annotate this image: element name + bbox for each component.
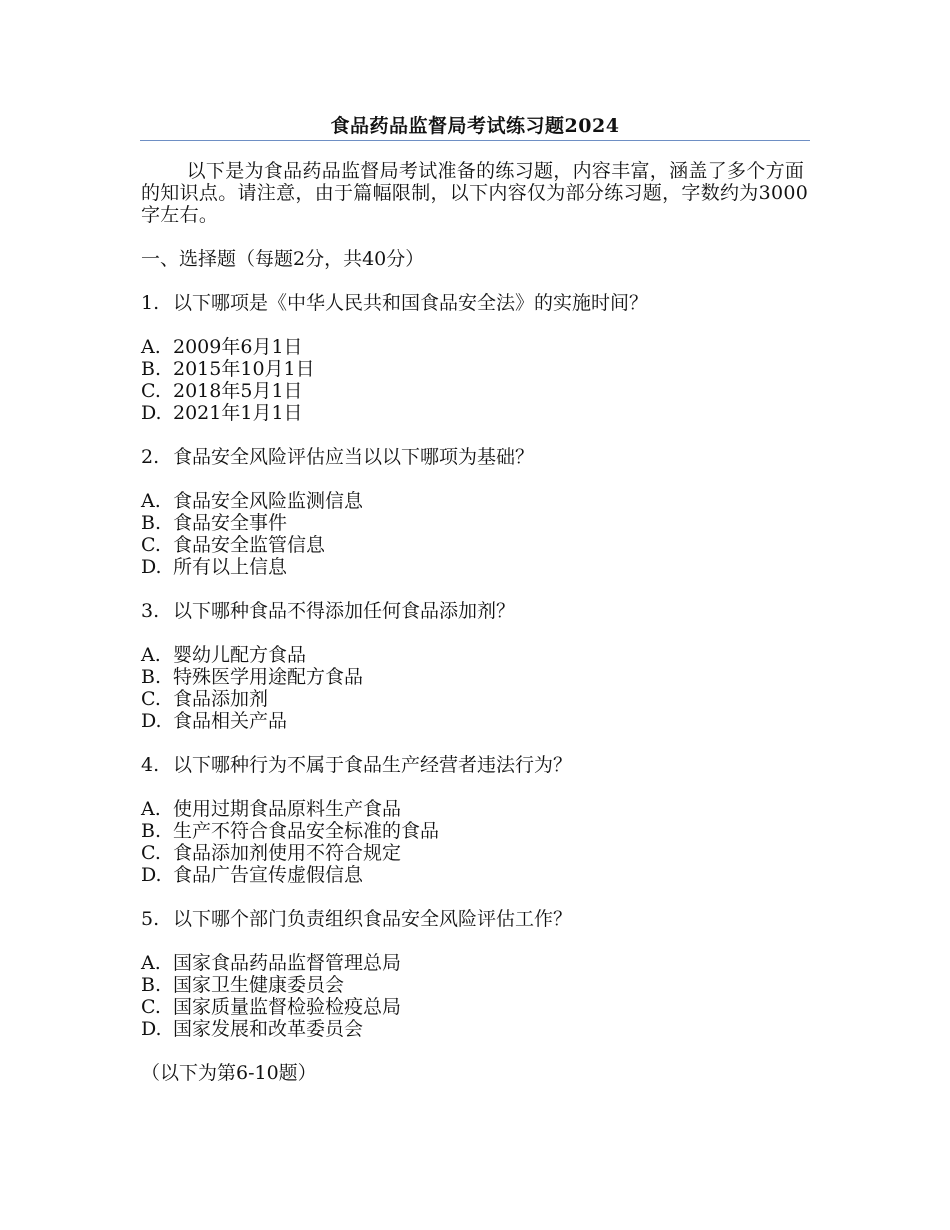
intro-paragraph: 以下是为食品药品监督局考试准备的练习题，内容丰富，涵盖了多个方面的知识点。请注意，由于篇幅限制，以下内容仅为部分练习题，字数约为3000字左右。	[141, 160, 809, 226]
option-text: 食品广告宣传虚假信息	[173, 864, 364, 886]
option-letter: D.	[141, 402, 162, 424]
question-number: 5.	[141, 908, 160, 930]
option-letter: A.	[141, 644, 161, 666]
option-item	[141, 358, 810, 380]
option-item	[141, 996, 810, 1018]
option-letter: D.	[141, 556, 162, 578]
option-letter: B.	[141, 666, 162, 688]
option-letter: C.	[141, 534, 161, 556]
option-text: 婴幼儿配方食品	[173, 644, 307, 666]
option-text: 食品安全监管信息	[173, 534, 326, 556]
option-text: 食品添加剂使用不符合规定	[173, 842, 402, 864]
question-4	[141, 754, 810, 886]
option-list	[141, 644, 810, 732]
option-text: 特殊医学用途配方食品	[173, 666, 364, 688]
option-item	[141, 402, 810, 424]
option-item	[141, 380, 810, 402]
option-text: 食品相关产品	[173, 710, 288, 732]
option-text: 2018年5月1日	[173, 380, 303, 402]
question-number: 3.	[141, 600, 160, 622]
question-text	[141, 600, 810, 622]
question-3	[141, 600, 810, 732]
option-item	[141, 644, 810, 666]
option-item	[141, 1018, 810, 1040]
option-letter: A.	[141, 952, 161, 974]
option-letter: C.	[141, 380, 161, 402]
option-text: 食品安全风险监测信息	[173, 490, 364, 512]
question-text	[141, 754, 810, 776]
option-letter: A.	[141, 798, 161, 820]
option-letter: C.	[141, 842, 161, 864]
option-list	[141, 336, 810, 424]
option-item	[141, 710, 810, 732]
option-item	[141, 820, 810, 842]
option-text: 2009年6月1日	[173, 336, 303, 358]
question-2	[141, 446, 810, 578]
question-number: 4.	[141, 754, 160, 776]
option-item	[141, 864, 810, 886]
option-letter: A.	[141, 490, 161, 512]
question-stem: 以下哪种行为不属于食品生产经营者违法行为？	[173, 754, 573, 776]
option-text: 食品安全事件	[173, 512, 288, 534]
option-text: 生产不符合食品安全标准的食品	[173, 820, 440, 842]
question-text	[141, 446, 810, 468]
title-underline	[140, 140, 810, 141]
option-text: 2015年10月1日	[173, 358, 315, 380]
question-stem: 以下哪个部门负责组织食品安全风险评估工作？	[173, 908, 573, 930]
option-item	[141, 688, 810, 710]
option-text: 使用过期食品原料生产食品	[173, 798, 402, 820]
question-text	[141, 908, 810, 930]
option-letter: B.	[141, 974, 162, 996]
question-number: 2.	[141, 446, 160, 468]
option-item	[141, 974, 810, 996]
option-letter: B.	[141, 512, 162, 534]
section-heading: 一、选择题（每题2分，共40分）	[141, 248, 425, 270]
question-stem: 以下哪项是《中华人民共和国食品安全法》的实施时间？	[173, 292, 649, 314]
option-text: 国家卫生健康委员会	[173, 974, 345, 996]
document-body	[141, 160, 810, 1084]
question-1	[141, 292, 810, 424]
option-letter: A.	[141, 336, 161, 358]
option-item	[141, 666, 810, 688]
document-title: 食品药品监督局考试练习题2024	[330, 115, 620, 137]
option-letter: D.	[141, 710, 162, 732]
option-item	[141, 798, 810, 820]
option-text: 2021年1月1日	[173, 402, 303, 424]
option-letter: C.	[141, 996, 161, 1018]
question-text	[141, 292, 810, 314]
option-list	[141, 952, 810, 1040]
continuation-note: （以下为第6-10题）	[141, 1062, 317, 1084]
option-letter: B.	[141, 820, 162, 842]
option-text: 所有以上信息	[173, 556, 288, 578]
option-letter: C.	[141, 688, 161, 710]
option-item	[141, 512, 810, 534]
option-list	[141, 798, 810, 886]
option-item	[141, 336, 810, 358]
option-item	[141, 842, 810, 864]
question-5	[141, 908, 810, 1040]
question-number: 1.	[141, 292, 160, 314]
option-text: 食品添加剂	[173, 688, 269, 710]
option-text: 国家发展和改革委员会	[173, 1018, 364, 1040]
option-item	[141, 490, 810, 512]
option-letter: B.	[141, 358, 162, 380]
option-item	[141, 534, 810, 556]
option-list	[141, 490, 810, 578]
option-text: 国家质量监督检验检疫总局	[173, 996, 402, 1018]
question-stem: 食品安全风险评估应当以以下哪项为基础？	[173, 446, 535, 468]
option-letter: D.	[141, 864, 162, 886]
question-stem: 以下哪种食品不得添加任何食品添加剂？	[173, 600, 516, 622]
option-letter: D.	[141, 1018, 162, 1040]
option-item	[141, 556, 810, 578]
option-text: 国家食品药品监督管理总局	[173, 952, 402, 974]
option-item	[141, 952, 810, 974]
